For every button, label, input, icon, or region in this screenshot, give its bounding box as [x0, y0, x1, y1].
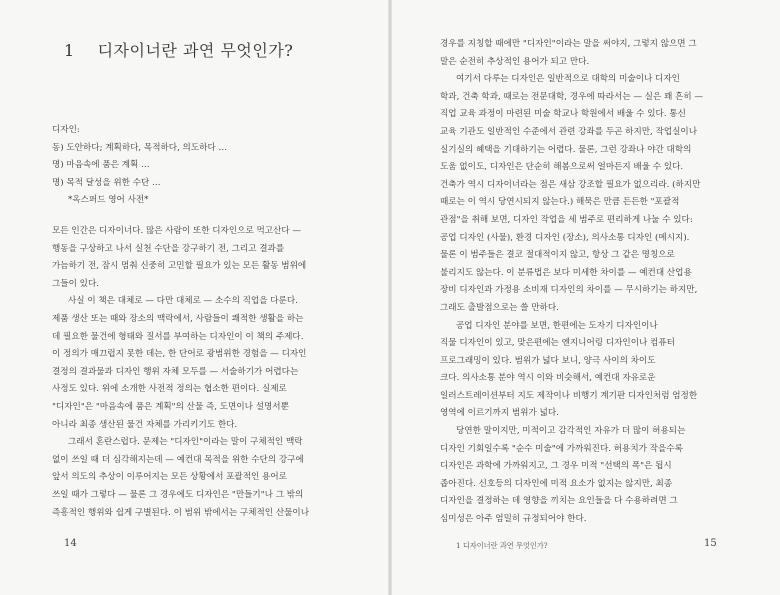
text-line: 없이 쓰일 때 더 심각해지는데 — 예컨대 목적을 위한 수단의 강구에 — [52, 454, 304, 465]
page-number-left: 14 — [64, 538, 77, 549]
text-line: "디자인"은 "마음속에 품은 계획"의 산물 즉, 도면이나 설명서뿐 — [52, 401, 289, 412]
text-line: 앞서 의도의 추상이 이루어지는 모든 상황에서 포괄적인 용어로 — [52, 472, 287, 483]
text-line: 사정도 있다. 위에 소개한 사전적 정의는 협소한 편이다. 실제로 — [52, 384, 287, 395]
right-page — [392, 0, 780, 595]
text-line: 제품 생산 또는 때와 장소의 맥락에서, 사람들이 쾌적한 생활을 하는 — [52, 313, 304, 324]
text-line: 영역에 이르기까지 범위가 넓다. — [440, 408, 559, 419]
text-line: 그래서 혼란스럽다. 문제는 "디자인"이라는 말이 구체적인 맥락 — [68, 437, 303, 448]
text-line: 크다. 의사소통 분야 역시 이와 비슷해서, 예컨대 자유로운 — [440, 373, 656, 384]
right-body-text — [440, 36, 703, 529]
page-number-right: 15 — [704, 538, 717, 549]
running-head: 1 디자이너란 과연 무엇인가? — [456, 541, 548, 550]
text-line: 일러스트레이션부터 지도 제작이나 비행기 계기판 디자인처럼 엄정한 — [440, 390, 698, 401]
text-line: 경우를 지칭할 때에만 "디자인"이라는 말을 써야지, 그렇지 않으면 그 — [440, 39, 697, 49]
text-line: 좁아진다. 신호등의 디자인에 미적 요소가 없지는 않지만, 최종 — [440, 478, 673, 489]
text-line: 프로그래밍이 있다. 범위가 넓다 보니, 양극 사이의 차이도 — [440, 355, 656, 366]
text-line: 쓰일 때가 그렇다 — 물론 그 경우에도 디자인은 "만들기"나 그 밖의 — [52, 489, 304, 500]
text-line: 물론 이 범주들은 결코 절대적이지 않고, 항상 그 같은 명칭으로 — [440, 250, 675, 261]
text-line: 관점"을 취해 보면, 디자인 작업을 세 범주로 편리하게 나눌 수 있다: — [440, 214, 693, 225]
epigraph — [52, 122, 227, 210]
text-line: 모든 인간은 디자이너다. 많은 사람이 또한 디자인으로 먹고산다 — — [52, 226, 302, 236]
text-line: 그들이 있다. — [52, 278, 99, 289]
text-line: 사실 이 책은 대체로 — 다만 대체로 — 소수의 직업을 다룬다. — [68, 296, 298, 307]
text-line: 디자인을 결정하는 데 영향을 끼치는 요인들을 다 수용하려면 그 — [440, 496, 678, 507]
text-line: 데 필요한 물건에 형태와 질서를 부여하는 디자인이 이 책의 주제다. — [52, 331, 304, 342]
text-line: 말은 순전히 추상적인 용어가 되고 만다. — [440, 56, 590, 67]
text-line: 이 정의가 매끄럽지 못한 데는, 한 단어로 광범위한 경험을 — 디자인 — [52, 349, 307, 360]
chapter-number: 1 — [64, 41, 75, 60]
text-line: 불리지도 않는다. 이 분류법은 보다 미세한 차이를 — 예컨대 산업용 — [440, 267, 692, 278]
text-line: 공업 디자인 분야를 보면, 한편에는 도자기 디자인이나 — [456, 320, 658, 331]
left-body-text — [52, 223, 309, 522]
text-line: 공업 디자인 (사물), 환경 디자인 (장소), 의사소통 디자인 (메시지). — [440, 232, 690, 243]
text-line: 당연한 말이지만, 미적이고 감각적인 자유가 더 많이 허용되는 — [456, 426, 686, 437]
text-line: 디자인 기회일수록 "순수 미술"에 가까워진다. 허용치가 작을수록 — [440, 443, 683, 454]
text-line: 결정의 결과물과 디자인 행위 자체 모두를 — 서술하기가 어렵다는 — [52, 366, 299, 377]
chapter-title: 디자이너란 과연 무엇인가? — [97, 41, 294, 60]
text-line: 직업 교육 과정이 마련된 미술 학교나 학원에서 배울 수 있다. 통신 — [440, 109, 686, 120]
text-line: 도움 없이도, 디자인은 단순히 해봄으로써 얼마든지 배울 수 있다. — [440, 162, 684, 173]
text-line: 장비 디자인과 가정용 소비재 디자인의 차이를 — 무시하기는 하지만, — [440, 285, 698, 296]
text-line: 교육 기관도 일반적인 수준에서 관련 강좌를 두곤 하지만, 작업실이나 — [440, 126, 698, 137]
epigraph-line: 명) 마음속에 품은 계획 … — [52, 160, 150, 171]
text-line: 즉흥적인 행위와 쉽게 구별된다. 이 범위 밖에서는 구체적인 산물이나 — [52, 507, 310, 518]
epigraph-line: 명) 목적 달성을 위한 수단 … — [52, 177, 161, 188]
text-line: 학과, 건축 학과, 때로는 전문대학, 경우에 따라서는 — 실은 꽤 흔히 — — [440, 91, 703, 102]
epigraph-line: 동) 도안하다; 계획하다, 목적하다, 의도하다 … — [52, 142, 228, 153]
text-line: 아니라 최종 생산된 물건 자체를 가리키기도 한다. — [52, 419, 238, 430]
epigraph-line: *옥스퍼드 영어 사전* — [68, 195, 149, 206]
text-line: 직물 디자인이 있고, 맞은편에는 엔지니어링 디자인이나 컴퓨터 — [440, 338, 675, 349]
text-line: 가늠하기 전, 잠시 멈춰 신중히 고민할 필요가 있는 모든 활동 범위에 — [52, 261, 307, 272]
text-line: 심미성은 아주 엄밀히 규정되어야 한다. — [440, 514, 587, 525]
epigraph-line: 디자인: — [52, 125, 80, 135]
text-line: 행동을 구상하고 나서 실천 수단을 강구하기 전, 그리고 결과를 — [52, 243, 285, 254]
chapter-heading — [64, 38, 293, 61]
left-page — [0, 0, 388, 595]
text-line: 때로는 이 역시 당연시되지 않는다.) 해묵은 만큼 든든한 "포괄적 — [440, 197, 680, 208]
text-line: 여기서 다루는 디자인은 일반적으로 대학의 미술이나 디자인 — [456, 74, 680, 85]
text-line: 실기실의 혜택을 기대하기는 어렵다. 물론, 그런 강좌나 야간 대학의 — [440, 144, 692, 155]
text-line: 디자인은 과학에 가까워지고, 그 경우 미적 "선택의 폭"은 됩시 — [440, 461, 672, 472]
text-line: 건축가 역시 디자이너라는 점은 새삼 강조할 필요가 없으리라. (하지만 — [440, 179, 701, 190]
text-line: 그래도 출발점으로는 쓸 만하다. — [440, 302, 559, 313]
